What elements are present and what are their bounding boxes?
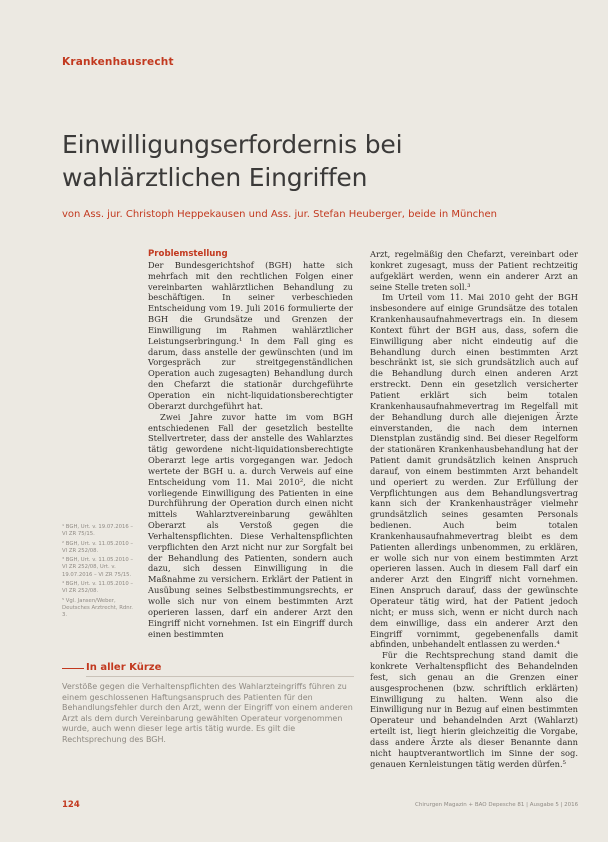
footnote: ² BGH, Urt. v. 11.05.2010 – VI ZR 252/08. [62, 540, 134, 554]
title-line-2: wahlärztlichen Eingriffen [62, 163, 368, 192]
summary-accent-rule [62, 668, 84, 669]
footnotes [62, 524, 134, 622]
footnote: ⁵ Vgl. Jansen/Weber, Deutsches Arztrecht, Rdnr. 3. [62, 597, 133, 619]
page-number: 124 [62, 800, 80, 810]
journal-footer: Chirurgen Magazin + BAO Depesche 81 | Ausgabe 5 | 2016 [415, 802, 579, 808]
paragraph: Zwei Jahre zuvor hatte im vom BGH entschiedenen Fall der gesetzlich bestellte Stellvertreter, dass der anstelle des Wahlarztes tätig gewordene nicht-liquidationsberechtigte Oberarzt lege artis vorgegangen war. Jedoch wertete der BGH u. a. durch Verweis auf eine Entscheidung vom 11. Mai 2010², die nicht vorliegende Einwilligung des Patienten in eine Durchführung der Operation durch einen nicht mittels Wahlarztvereinbarung gewählten Oberarzt als Verstoß gegen die Verhaltenspflichten. Diese Verhaltenspflichten verpflichten den Arzt nicht nur zur Sorgfalt bei der Behandlung des Patienten, sondern auch dazu, sich dessen Einwilligung in die Maßnahme zu versichern. Erklärt der Patient in Ausübung seines Selbstbestimmungsrechts, er wolle sich nur von einem bestimmten Arzt operieren lassen, darf ein anderer Arzt den Eingriff nicht vornehmen. Ist ein Eingriff durch einen bestimmten [148, 411, 353, 639]
article-title [62, 128, 532, 194]
summary-divider [86, 676, 354, 677]
summary-text: Verstöße gegen die Verhaltenspflichten des Wahlarzteingriffs führen zu einem geschlossenen Haftungsanspruch des Patienten für den Behandlungsfehler durch den Arzt, wenn der Eingriff von einem anderen Arzt als dem durch Vereinbarung gewählten Operateur vorgenommen wurde, auch wenn dieser lege artis tätig wurde. Es gilt die Rechtsprechung des BGH. [62, 682, 353, 744]
paragraph: Für die Rechtsprechung stand damit die konkrete Verhaltenspflicht des Behandelnden fest, sich genau an die Grenzen einer ausgesprochenen (bzw. schriftlich erklärten) Einwilligung zu halten. Wenn also die Einwilligung nur in Bezug auf einen bestimmten Operateur und behandelnden Arzt (Wahlarzt) erteilt ist, liegt hierin gleichzeitig die Vorgabe, dass andere Ärzte als dieser Benannte dann nicht hauptverantwortlich im Sinne der sog. genauen Kernleistungen tätig werden dürfen.⁵ [370, 650, 578, 769]
article-authors: von Ass. jur. Christoph Heppekausen und Ass. jur. Stefan Heuberger, beide in München [62, 209, 498, 220]
summary-heading: In aller Kürze [86, 662, 162, 673]
title-line-1: Einwilligungserfordernis bei [62, 130, 403, 159]
paragraph: Der Bundesgerichtshof (BGH) hatte sich mehrfach mit den rechtlichen Folgen einer vereinbarten wahlärztlichen Behandlung zu beschäftigen. In seiner verbeschieden Entscheidung vom 19. Juli 2016 formulierte der BGH die Grundsätze und Grenzen der Einwilligung im Rahmen wahlärztlicher Leistungserbringung.¹ In dem Fall ging es darum, dass anstelle der gewünschten (und im Vorgespräch zur streitgegenständlichen Operation auch zugesagten) Behandlung durch den Chefarzt die stationär durchgeführte Operation ein nicht-liquidationsberechtigter Oberarzt durchgeführt hat. [148, 259, 353, 411]
section-label: Krankenhausrecht [62, 56, 174, 68]
body-column-2 [370, 249, 578, 770]
paragraph: Arzt, regelmäßig den Chefarzt, vereinbart oder konkret zugesagt, muss der Patient rechtzeitig aufgeklärt werden, wenn ein anderer Arzt an seine Stelle treten soll.³ [370, 249, 578, 292]
footnote: ³ BGH, Urt. v. 11.05.2010 – VI ZR 252/08, Urt. v. 19.07.2016 – VI ZR 75/15. [62, 557, 134, 578]
footnote: ¹ BGH, Urt. v. 19.07.2016 – VI ZR 75/15. [62, 524, 134, 538]
footnote: ⁴ BGH, Urt. v. 11.05.2010 – VI ZR 252/08. [62, 581, 134, 595]
body-column-1 [148, 249, 353, 639]
subheading-problemstellung: Problemstellung [148, 249, 228, 259]
paragraph: Im Urteil vom 11. Mai 2010 geht der BGH insbesondere auf einige Grundsätze des totalen Krankenhausaufnahmevertrags ein. In diesem Kontext führt der BGH aus, dass, sofern die Einwilligung aber nicht eindeutig auf die Behandlung durch einen bestimmten Arzt beschränkt ist, sie sich grundsätzlich auch auf die Behandlung durch einen anderen Arzt erstreckt. Denn ein gesetzlich versicherter Patient erklärt sich beim totalen Krankenhausaufnahmevertrag im Regelfall mit der Behandlung durch alle diejenigen Ärzte einverstanden, die nach dem internen Dienstplan zuständig sind. Bei dieser Regelform der stationären Krankenhausbehandlung hat der Patient damit grundsätzlich keinen Anspruch darauf, von einem bestimmten Arzt behandelt und operiert zu werden. Zur Erfüllung der Verpflichtungen aus dem Behandlungsvertrag kann sich der Krankenhausträger vielmehr grundsätzlich seines gesamten Personals bedienen. Auch beim totalen Krankenhausaufnahmevertrag bleibt es dem Patienten allerdings unbenommen, zu erklären, er wolle sich nur von einem bestimmten Arzt operieren lassen. Auch in diesem Fall darf ein anderer Arzt den Eingriff nicht vornehmen. Einen Anspruch darauf, dass der gewünschte Operateur tätig wird, hat der Patient jedoch nicht; er muss sich, wenn er nicht durch nach dem einwillige, dass ein anderer Arzt den Eingriff vornimmt, gegebenenfalls damit abfinden, unbehandelt entlassen zu werden.⁴ [370, 292, 578, 650]
